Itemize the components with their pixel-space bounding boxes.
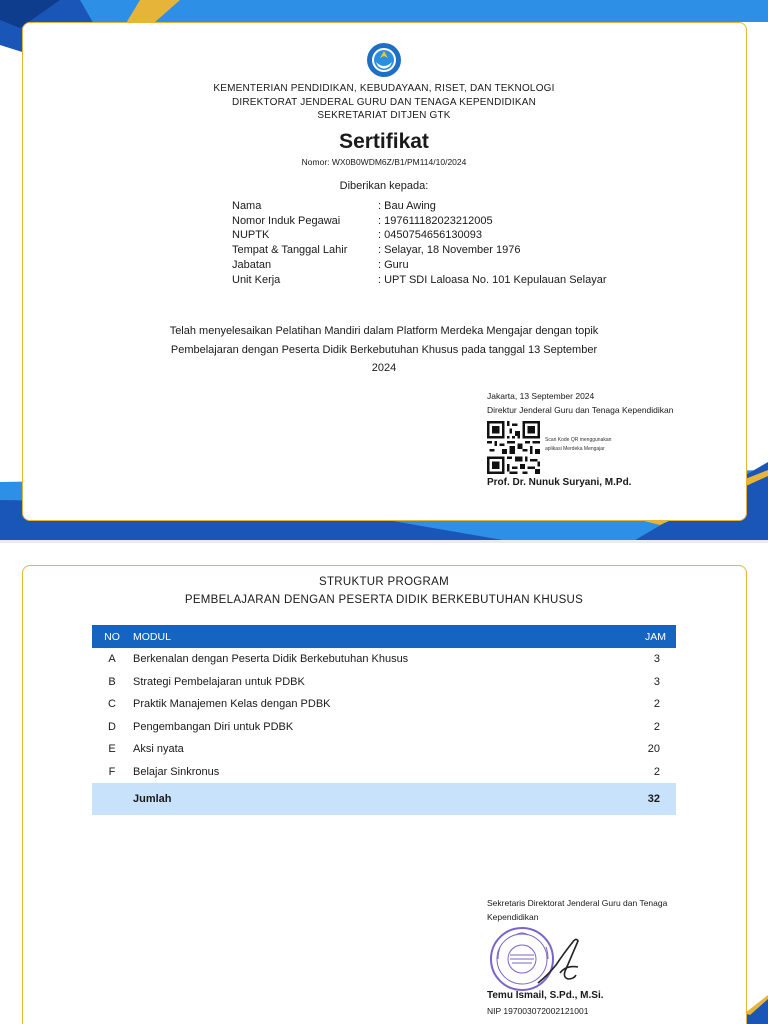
total-hours: 32 — [606, 783, 676, 815]
recipient-label: Jabatan — [232, 258, 272, 271]
table-row — [92, 738, 676, 761]
recipient-label: Nama — [232, 200, 262, 212]
completion-line: 2024 — [371, 362, 397, 374]
row-no: F — [108, 765, 116, 778]
certificate-title: Sertifikat — [339, 130, 429, 153]
row-no: B — [108, 675, 116, 688]
recipient-row-nip — [232, 214, 607, 229]
qr-instruction — [545, 436, 611, 454]
row-hours: 2 — [653, 720, 660, 733]
secretary-position-line: Kependidikan — [487, 912, 539, 922]
header-line-directorate: DIREKTORAT JENDERAL GURU DAN TENAGA KEPENDIDIKAN — [231, 97, 537, 108]
recipient-value: : 197611182023212005 — [378, 214, 493, 227]
header-line-secretariat: SEKRETARIAT DITJEN GTK — [317, 110, 451, 121]
total-label: Jumlah — [132, 783, 606, 815]
row-no: D — [108, 720, 116, 733]
row-no: E — [108, 743, 116, 756]
column-header-hours: JAM — [606, 625, 676, 648]
program-structure-page — [0, 543, 768, 1024]
recipient-value: : Guru — [378, 258, 409, 271]
row-hours: 3 — [653, 675, 660, 688]
total-spacer — [92, 783, 132, 815]
recipient-value: : Bau Awing — [378, 200, 436, 212]
row-module: Aksi nyata — [133, 743, 184, 756]
recipient-label: Unit Kerja — [232, 273, 281, 286]
recipient-row-unit — [232, 273, 607, 288]
sign-position: Direktur Jenderal Guru dan Tenaga Kependidikan — [487, 405, 674, 415]
given-to-label: Diberikan kepada: — [339, 180, 429, 192]
recipient-value: : Selayar, 18 November 1976 — [378, 244, 521, 257]
signer-name: Prof. Dr. Nunuk Suryani, M.Pd. — [487, 477, 632, 488]
table-row — [92, 693, 676, 716]
qr-code-icon — [487, 421, 540, 474]
total-row — [92, 783, 676, 815]
program-title: STRUKTUR PROGRAM — [318, 576, 450, 588]
recipient-label: Nomor Induk Pegawai — [232, 214, 341, 227]
row-hours: 20 — [647, 743, 660, 756]
secretary-position-line: Sekretaris Direktorat Jenderal Guru dan Tenaga — [487, 898, 668, 908]
certificate-number: Nomor: WX0B0WDM6Z/B1/PM114/10/2024 — [301, 157, 467, 167]
table-header-row — [92, 625, 676, 648]
recipient-value: : UPT SDI Laloasa No. 101 Kepulauan Selayar — [378, 273, 607, 286]
recipient-info — [232, 199, 607, 287]
recipient-label: Tempat & Tanggal Lahir — [232, 244, 348, 257]
column-header-no: NO — [92, 625, 132, 648]
recipient-row-name — [232, 199, 607, 214]
table-row — [92, 648, 676, 671]
module-table — [92, 625, 676, 815]
recipient-row-birth — [232, 243, 607, 258]
secretary-nip: NIP 197003072002121001 — [487, 1006, 589, 1016]
row-hours: 3 — [653, 653, 660, 666]
row-no: C — [108, 698, 116, 711]
completion-line: Telah menyelesaikan Pelatihan Mandiri dalam Platform Merdeka Mengajar dengan topik — [169, 325, 599, 337]
table-row — [92, 671, 676, 694]
qr-instruction-line: aplikasi Merdeka Mengajar — [545, 446, 605, 452]
secretary-name: Temu Ismail, S.Pd., M.Si. — [487, 990, 604, 1001]
signature-block — [487, 389, 674, 417]
recipient-row-nuptk — [232, 228, 607, 243]
recipient-row-position — [232, 258, 607, 273]
tut-wuri-handayani-logo — [366, 42, 402, 78]
row-module: Praktik Manajemen Kelas dengan PDBK — [133, 698, 331, 711]
row-hours: 2 — [653, 698, 660, 711]
table-row — [92, 716, 676, 739]
column-header-module: MODUL — [132, 625, 606, 648]
qr-instruction-line: Scan Kode QR menggunakan — [545, 437, 612, 443]
row-module: Strategi Pembelajaran untuk PDBK — [133, 675, 305, 688]
header-line-ministry: KEMENTERIAN PENDIDIKAN, KEBUDAYAAN, RISET, DAN TEKNOLOGI — [213, 83, 555, 94]
row-module: Belajar Sinkronus — [133, 765, 220, 778]
recipient-value: : 0450754656130093 — [378, 229, 482, 242]
row-no: A — [108, 653, 116, 666]
secretary-signature-block — [487, 896, 712, 924]
completion-statement — [150, 322, 618, 378]
program-subtitle: PEMBELAJARAN DENGAN PESERTA DIDIK BERKEBUTUHAN KHUSUS — [184, 594, 584, 606]
row-hours: 2 — [653, 765, 660, 778]
row-module: Berkenalan dengan Peserta Didik Berkebutuhan Khusus — [133, 653, 409, 666]
official-stamp-and-signature — [486, 925, 596, 995]
recipient-label: NUPTK — [232, 229, 270, 242]
row-module: Pengembangan Diri untuk PDBK — [133, 720, 294, 733]
completion-line: Pembelajaran dengan Peserta Didik Berkebutuhan Khusus pada tanggal 13 September — [170, 343, 598, 356]
table-row — [92, 761, 676, 784]
sign-place-date: Jakarta, 13 September 2024 — [487, 391, 595, 401]
